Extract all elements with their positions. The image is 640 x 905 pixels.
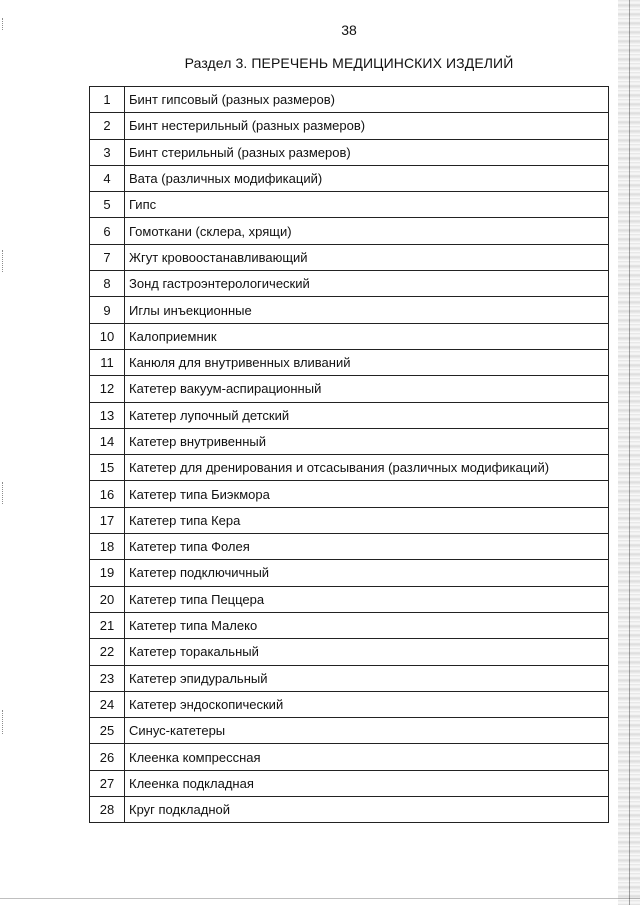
- table-row: [90, 428, 609, 454]
- item-name: Катетер подключичный: [125, 560, 609, 586]
- item-name: Катетер эндоскопический: [125, 691, 609, 717]
- row-number: 1: [90, 87, 125, 113]
- row-number: 18: [90, 534, 125, 560]
- row-number: 7: [90, 244, 125, 270]
- row-number: 28: [90, 797, 125, 823]
- medical-items-table: [89, 86, 609, 823]
- table-row: [90, 87, 609, 113]
- item-name: Бинт гипсовый (разных размеров): [125, 87, 609, 113]
- row-number: 27: [90, 770, 125, 796]
- item-name: Бинт стерильный (разных размеров): [125, 139, 609, 165]
- item-name: Катетер типа Биэкмора: [125, 481, 609, 507]
- item-name: Иглы инъекционные: [125, 297, 609, 323]
- table-row: [90, 402, 609, 428]
- table-row: [90, 797, 609, 823]
- row-number: 8: [90, 271, 125, 297]
- item-name: Гипс: [125, 192, 609, 218]
- row-number: 17: [90, 507, 125, 533]
- item-name: Катетер типа Малеко: [125, 612, 609, 638]
- item-name: Катетер внутривенный: [125, 428, 609, 454]
- table-row: [90, 744, 609, 770]
- item-name: Круг подкладной: [125, 797, 609, 823]
- table-row: [90, 560, 609, 586]
- table-row: [90, 192, 609, 218]
- row-number: 14: [90, 428, 125, 454]
- row-number: 22: [90, 639, 125, 665]
- row-number: 25: [90, 718, 125, 744]
- row-number: 12: [90, 376, 125, 402]
- table-row: [90, 534, 609, 560]
- item-name: Катетер типа Пеццера: [125, 586, 609, 612]
- item-name: Катетер эпидуральный: [125, 665, 609, 691]
- table-row: [90, 376, 609, 402]
- row-number: 2: [90, 113, 125, 139]
- item-name: Катетер типа Кера: [125, 507, 609, 533]
- item-name: Катетер торакальный: [125, 639, 609, 665]
- table-row: [90, 665, 609, 691]
- row-number: 5: [90, 192, 125, 218]
- table-row: [90, 481, 609, 507]
- row-number: 13: [90, 402, 125, 428]
- item-name: Клеенка подкладная: [125, 770, 609, 796]
- scan-edge-left-mark: [2, 18, 9, 30]
- table-row: [90, 165, 609, 191]
- page-number: 38: [341, 22, 357, 38]
- table-row: [90, 139, 609, 165]
- row-number: 23: [90, 665, 125, 691]
- item-name: Гомоткани (склера, хрящи): [125, 218, 609, 244]
- row-number: 4: [90, 165, 125, 191]
- row-number: 9: [90, 297, 125, 323]
- table-row: [90, 612, 609, 638]
- table-row: [90, 218, 609, 244]
- row-number: 26: [90, 744, 125, 770]
- table-row: [90, 691, 609, 717]
- table-row: [90, 349, 609, 375]
- table-row: [90, 507, 609, 533]
- table-row: [90, 323, 609, 349]
- table-row: [90, 718, 609, 744]
- table-row: [90, 455, 609, 481]
- row-number: 24: [90, 691, 125, 717]
- table-row: [90, 244, 609, 270]
- medical-items-table-body: [90, 87, 609, 823]
- table-row: [90, 639, 609, 665]
- item-name: Вата (различных модификаций): [125, 165, 609, 191]
- scan-edge-left-mark: [2, 710, 9, 734]
- item-name: Зонд гастроэнтерологический: [125, 271, 609, 297]
- row-number: 6: [90, 218, 125, 244]
- item-name: Канюля для внутривенных вливаний: [125, 349, 609, 375]
- scan-edge-left-mark: [2, 250, 9, 272]
- table-row: [90, 113, 609, 139]
- item-name: Клеенка компрессная: [125, 744, 609, 770]
- row-number: 20: [90, 586, 125, 612]
- row-number: 21: [90, 612, 125, 638]
- scan-edge-left-mark: [2, 482, 9, 504]
- table-row: [90, 271, 609, 297]
- row-number: 10: [90, 323, 125, 349]
- item-name: Синус-катетеры: [125, 718, 609, 744]
- item-name: Катетер вакуум-аспирационный: [125, 376, 609, 402]
- item-name: Бинт нестерильный (разных размеров): [125, 113, 609, 139]
- section-title: Раздел 3. ПЕРЕЧЕНЬ МЕДИЦИНСКИХ ИЗДЕЛИЙ: [184, 55, 514, 71]
- item-name: Катетер лупочный детский: [125, 402, 609, 428]
- table-row: [90, 586, 609, 612]
- row-number: 16: [90, 481, 125, 507]
- table-row: [90, 297, 609, 323]
- row-number: 3: [90, 139, 125, 165]
- scan-edge-bottom: [0, 898, 640, 899]
- item-name: Жгут кровоостанавливающий: [125, 244, 609, 270]
- row-number: 11: [90, 349, 125, 375]
- item-name: Калоприемник: [125, 323, 609, 349]
- row-number: 19: [90, 560, 125, 586]
- row-number: 15: [90, 455, 125, 481]
- table-row: [90, 770, 609, 796]
- item-name: Катетер для дренирования и отсасывания (различных модификаций): [125, 455, 609, 481]
- item-name: Катетер типа Фолея: [125, 534, 609, 560]
- scan-edge-right-line: [629, 0, 630, 905]
